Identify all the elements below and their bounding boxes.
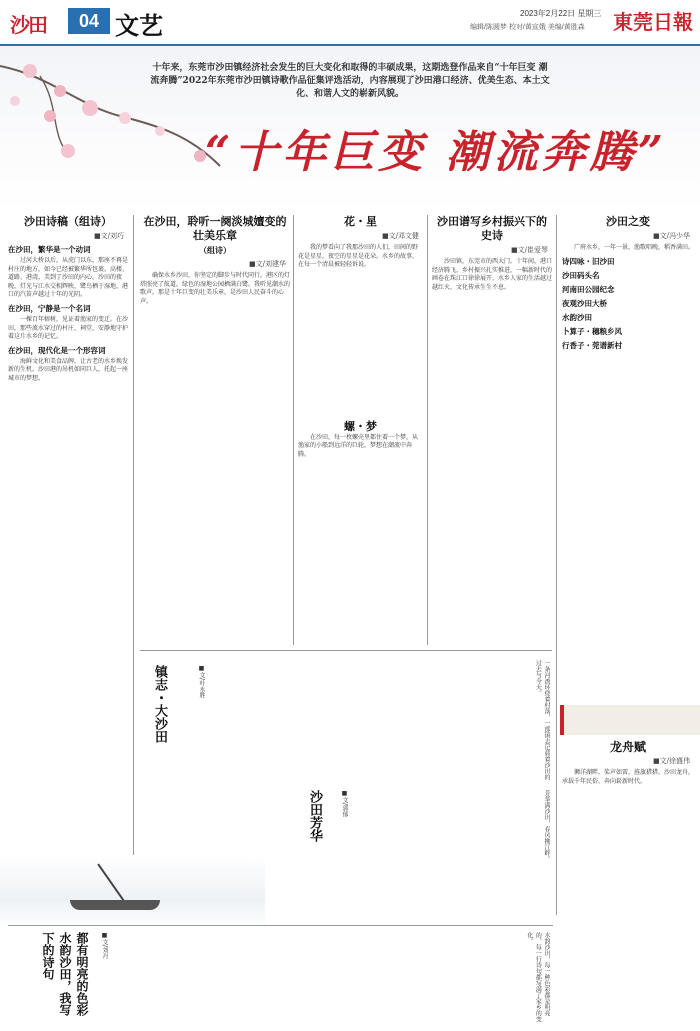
banner-headline: “十年巨变 潮流奔腾” <box>205 127 667 178</box>
banner-intro: 十年来，东莞市沙田镇经济社会发生的巨大变化和取得的丰硕成果，这期选登作品来自“十年巨变 潮流奔腾”2022年东莞市沙田镇诗歌作品征集评选活动，内容展现了沙田港口经济、优美生态、本土文化、和谐人文的崭新风貌。 <box>150 63 550 99</box>
newspaper-brand: 東莞日報 <box>613 10 693 34</box>
article-body: 沙田镇，东莞市的西大门。十年间，港口经济腾飞，乡村振兴扎实推进，一幅新时代的画卷在珠江口徐徐展开。水乡人家的生活越过越红火，文化传承生生不息。 <box>432 258 552 291</box>
article-body: 确保水乡沙田，你坚定的脚步与时代同行。港区的灯塔照亮了航道，绿色的湿地公园栖满白鹭。我听见潮水的歌声，那是十年巨变的壮美乐章，是沙田人民奋斗的心声。 <box>140 272 290 305</box>
article-title: 螺・梦 <box>344 419 377 433</box>
article-author: ■文/邓文健 <box>382 232 419 240</box>
article-body: 在沙田，每一枚螺壳里都住着一个梦。从渔家的小船到远洋的巨轮，梦想在潮流中奔腾。 <box>298 433 419 458</box>
vertical-body: 一条河流环绕着村落，一部镇志记载着沙田的过去与今天。 <box>534 660 550 780</box>
boat-illustration <box>70 900 160 910</box>
article-title: 沙田谱写乡村振兴下的史诗 <box>437 215 547 242</box>
section-title: 文艺 <box>115 11 163 40</box>
poem-subtitle: 在沙田，繁华是一个动词 <box>8 245 91 254</box>
article-change <box>562 215 694 695</box>
poem-body: 一棵百年榕树，见证着渔家的变迁。在沙田，那些流水穿过的村庄、祠堂，安静地守护着这片水乡的记忆。 <box>8 315 128 341</box>
article-title: 沙田诗稿（组诗） <box>24 215 112 228</box>
issue-date: 2023年2月22日 星期三 <box>520 9 602 18</box>
vertical-author: ■文/刘丹 <box>101 932 108 960</box>
vertical-title: 沙田芳华 <box>307 790 322 842</box>
article-title: 花・星 <box>344 215 377 228</box>
poem-subtitle: 河南田公园纪念 <box>562 284 615 294</box>
article-flower-star <box>298 215 423 645</box>
column-divider <box>293 215 294 645</box>
poem-body: 过河大桥以后，从虎门以东，那座不再是村庄的地方，如今已经被繁华所包裹。高楼、道路、港湾，美到了沙田的内心。沙田的夜晚，灯光与江水交相辉映，鹭鸟栖于湿地，港口的汽笛声越过十年的光阴。 <box>8 257 128 299</box>
vertical-body: 水韵沙田，每一种色彩都是明亮的，每一行诗句都写满了家乡的变化。 <box>525 932 550 1022</box>
poem-subtitle: 卜算子・穗粮乡风 <box>562 326 622 336</box>
article-strong-chapter <box>140 215 290 645</box>
poem-subtitle: 在沙田，现代化是一个形容词 <box>8 345 106 355</box>
column-divider <box>427 215 428 645</box>
poem-subtitle: 水韵沙田 <box>562 312 592 322</box>
article-title: 沙田之变 <box>606 215 650 228</box>
section-divider <box>140 650 552 651</box>
poem-subtitle: 夜观沙田大桥 <box>562 298 607 308</box>
page-header <box>0 0 700 46</box>
article-dragon-boat <box>562 740 694 1025</box>
decorative-bar <box>560 705 564 735</box>
poem-subtitle: 行香子・莞谱新村 <box>562 340 622 350</box>
article-body: 狮洋湖畔，桨声如雷，旌旗猎猎。沙田龙舟，承载千年民俗，奔向崭新时代。 <box>562 769 694 785</box>
vertical-title: 都有明亮的色彩 水韵沙田，我写下的诗句 <box>41 932 89 1016</box>
column-divider <box>556 215 557 915</box>
article-author: ■文/冯少华 <box>653 232 690 240</box>
poem-subtitle: 沙田码头名 <box>562 270 600 280</box>
article-author: ■文/刘建华 <box>249 260 286 268</box>
article-poem-group <box>8 215 128 855</box>
article-author: ■文/徐盛伟 <box>653 757 690 765</box>
article-author: ■文/刘巧 <box>94 232 124 240</box>
article-body: 我的梦看向了我那沙田的人们，田间的野花是星星，夜空的星星是花朵。水乡的故事，在每一个清晨被轻轻诉说。 <box>298 244 419 269</box>
vertical-author: ■文/叶永胜 <box>198 665 205 699</box>
vertical-body: 芳华满沙田，春风拂江畔。 <box>543 790 550 862</box>
article-title: 在沙田，聆听一阕淡城嬗变的壮美乐章 <box>143 215 287 242</box>
poem-subtitle: 在沙田，宁静是一个名词 <box>8 303 91 313</box>
pinyin-logo: 沙田 <box>10 13 46 37</box>
poem-subtitle: 诗四咏・旧沙田 <box>562 256 615 266</box>
vertical-author: ■文/郭郁 <box>341 790 348 818</box>
editorial-staff: 编辑/陈圆梦 校对/黄宣娥 美编/黄胜森 <box>470 24 585 31</box>
poem-body: 海鲜文化和美食品牌，让古老的水乡焕发新的生机。沙田港的吊机如同巨人，托起一座城市的梦想。 <box>8 357 128 382</box>
article-title: 龙舟赋 <box>609 740 646 754</box>
page-number: 04 <box>68 8 110 34</box>
dragon-boat-illustration <box>560 705 700 735</box>
column-divider <box>133 215 134 855</box>
section-divider <box>8 925 553 926</box>
article-author: ■文/崔爱琴 <box>511 246 548 254</box>
vertical-title: 镇志・大沙田 <box>152 665 167 743</box>
article-subtitle: （组诗） <box>199 245 231 255</box>
article-new-history <box>432 215 552 645</box>
lake-illustration <box>0 855 265 930</box>
feature-banner <box>0 46 700 211</box>
article-body: 广府水乡，一年一景，渔歌唱晚，稻香满田。 <box>574 244 694 251</box>
